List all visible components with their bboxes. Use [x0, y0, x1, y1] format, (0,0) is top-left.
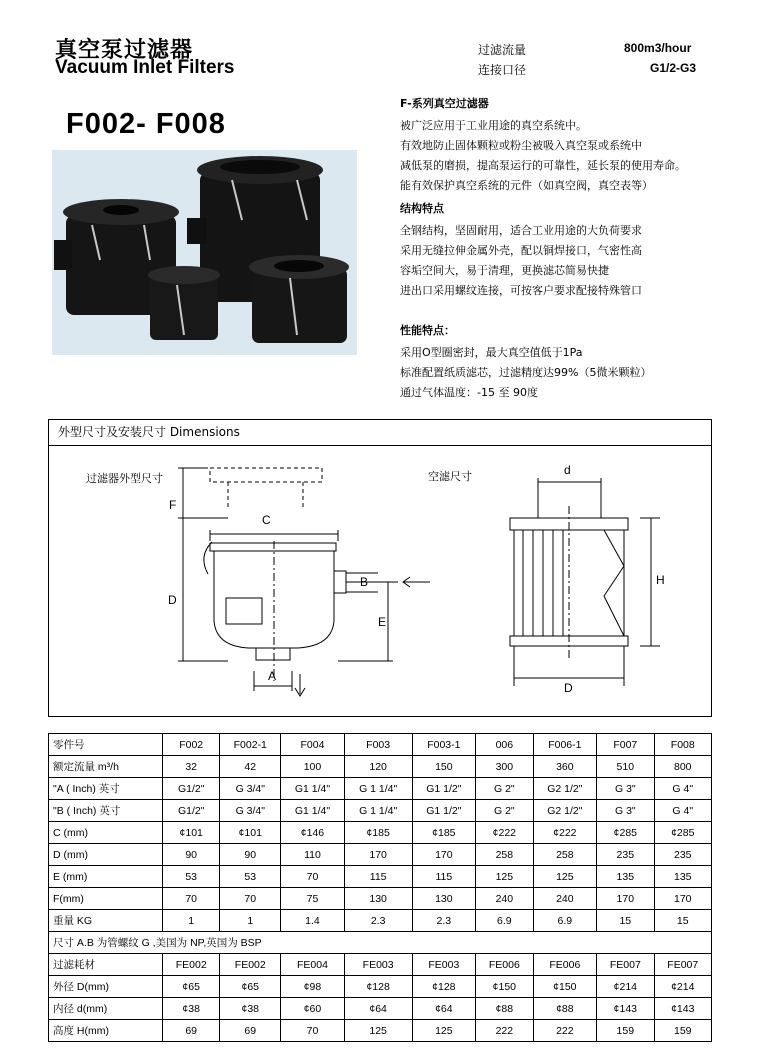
row-label: 重量 KG — [49, 910, 163, 932]
table-cell: ¢285 — [654, 822, 711, 844]
dimensions-heading: 外型尺寸及安装尺寸 Dimensions — [48, 419, 712, 446]
table-row — [49, 866, 712, 888]
table-cell: G1/2" — [163, 800, 220, 822]
table-cell: F006-1 — [533, 734, 597, 756]
table-cell: 135 — [654, 866, 711, 888]
table-row — [49, 822, 712, 844]
table-cell: G 4" — [654, 800, 711, 822]
table-cell: 70 — [281, 1020, 345, 1042]
table-cell: G1 1/4" — [281, 800, 345, 822]
table-cell: F003 — [344, 734, 412, 756]
table-cell: 170 — [654, 888, 711, 910]
table-cell: 70 — [220, 888, 281, 910]
filter-canisters-image — [52, 150, 357, 355]
label-D: D — [168, 593, 177, 607]
table-cell: 70 — [281, 866, 345, 888]
table-cell: 130 — [344, 888, 412, 910]
table-cell: ¢185 — [344, 822, 412, 844]
row-label: C (mm) — [49, 822, 163, 844]
table-cell: ¢38 — [163, 998, 220, 1020]
row-label: F(mm) — [49, 888, 163, 910]
table-cell: 100 — [281, 756, 345, 778]
row-label: 零件号 — [49, 734, 163, 756]
table-cell: 110 — [281, 844, 345, 866]
performance-title: 性能特点： — [400, 324, 455, 337]
table-cell: G 2" — [476, 800, 533, 822]
table-cell: 240 — [533, 888, 597, 910]
table-cell: 115 — [412, 866, 476, 888]
table-cell: ¢150 — [476, 976, 533, 998]
table-cell: 150 — [412, 756, 476, 778]
performance-line: 采用O型圈密封，最大真空值低于1Pa — [400, 346, 583, 359]
table-cell: G 3" — [597, 778, 654, 800]
table-cell: 135 — [597, 866, 654, 888]
table-cell: 69 — [163, 1020, 220, 1042]
table-cell: 800 — [654, 756, 711, 778]
table-cell: 360 — [533, 756, 597, 778]
table-row — [49, 954, 712, 976]
row-label: 内径 d(mm) — [49, 998, 163, 1020]
row-label: 高度 H(mm) — [49, 1020, 163, 1042]
table-row — [49, 1020, 712, 1042]
row-label: 额定流量 m³/h — [49, 756, 163, 778]
structure-title: 结构特点 — [400, 202, 444, 215]
table-cell: 222 — [476, 1020, 533, 1042]
table-cell: ¢98 — [281, 976, 345, 998]
table-cell: F004 — [281, 734, 345, 756]
table-cell: 510 — [597, 756, 654, 778]
table-cell: 75 — [281, 888, 345, 910]
table-cell: ¢222 — [533, 822, 597, 844]
table-cell: ¢101 — [163, 822, 220, 844]
table-cell: 2.3 — [344, 910, 412, 932]
spec-label-port: 连接口径 — [478, 63, 527, 77]
table-cell: 125 — [476, 866, 533, 888]
table-cell: 125 — [533, 866, 597, 888]
table-cell: G1 1/4" — [281, 778, 345, 800]
table-cell: ¢128 — [412, 976, 476, 998]
table-cell: F007 — [597, 734, 654, 756]
table-cell: ¢64 — [412, 998, 476, 1020]
label-C: C — [262, 513, 271, 527]
table-row — [49, 778, 712, 800]
table-cell: G 1 1/4" — [344, 778, 412, 800]
row-label: 过滤耗材 — [49, 954, 163, 976]
table-cell: 235 — [597, 844, 654, 866]
table-cell: 159 — [654, 1020, 711, 1042]
element-outline-label: 空滤尺寸 — [428, 470, 472, 483]
table-cell: 130 — [412, 888, 476, 910]
table-cell: 1.4 — [281, 910, 345, 932]
table-row — [49, 998, 712, 1020]
table-cell: 1 — [220, 910, 281, 932]
table-cell: ¢222 — [476, 822, 533, 844]
table-cell: 6.9 — [533, 910, 597, 932]
table-cell: G 3" — [597, 800, 654, 822]
table-cell: G 2" — [476, 778, 533, 800]
table-cell: 006 — [476, 734, 533, 756]
structure-line: 全钢结构，坚固耐用，适合工业用途的大负荷要求 — [400, 224, 642, 237]
table-cell: FE003 — [344, 954, 412, 976]
table-cell: 170 — [412, 844, 476, 866]
table-cell: 70 — [163, 888, 220, 910]
table-cell: F008 — [654, 734, 711, 756]
row-label: D (mm) — [49, 844, 163, 866]
page-title-cn: 真空泵过滤器 — [55, 38, 194, 63]
table-cell: G 1 1/4" — [344, 800, 412, 822]
label-A: A — [268, 669, 277, 683]
table-row — [49, 844, 712, 866]
table-cell: G1 1/2" — [412, 778, 476, 800]
table-cell: 15 — [597, 910, 654, 932]
table-cell: 222 — [533, 1020, 597, 1042]
table-cell: 170 — [344, 844, 412, 866]
table-cell: G 3/4" — [220, 778, 281, 800]
performance-line: 标准配置纸质滤芯，过滤精度达99%（5微米颗粒） — [400, 366, 652, 379]
table-row — [49, 800, 712, 822]
table-cell: G2 1/2" — [533, 800, 597, 822]
table-cell: 120 — [344, 756, 412, 778]
label-B: B — [360, 575, 369, 589]
table-cell: 235 — [654, 844, 711, 866]
model-range: F002- F008 — [66, 108, 226, 140]
table-cell: FE003 — [412, 954, 476, 976]
spec-table — [48, 733, 712, 1042]
table-cell: ¢185 — [412, 822, 476, 844]
table-cell: G2 1/2" — [533, 778, 597, 800]
table-row — [49, 976, 712, 998]
structure-line: 容垢空间大，易于清理，更换滤芯简易快捷 — [400, 264, 609, 277]
table-cell: 15 — [654, 910, 711, 932]
spec-value-flow: 800m3/hour — [624, 41, 692, 55]
table-cell: FE002 — [163, 954, 220, 976]
page-title-en: Vacuum Inlet Filters — [55, 57, 235, 78]
table-note: 尺寸 A.B 为管螺纹 G ,美国为 NP,英国为 BSP — [49, 932, 712, 954]
structure-line: 采用无缝拉伸金属外壳，配以铜焊接口，气密性高 — [400, 244, 642, 257]
table-cell: 69 — [220, 1020, 281, 1042]
table-cell: 125 — [412, 1020, 476, 1042]
table-cell: ¢143 — [597, 998, 654, 1020]
table-cell: FE002 — [220, 954, 281, 976]
table-cell: 53 — [163, 866, 220, 888]
table-row — [49, 756, 712, 778]
product-photo — [52, 150, 357, 355]
table-cell: ¢65 — [220, 976, 281, 998]
table-cell: ¢88 — [533, 998, 597, 1020]
table-cell: G1 1/2" — [412, 800, 476, 822]
table-note-row — [49, 932, 712, 954]
label-D-element: D — [564, 681, 573, 695]
table-cell: FE004 — [281, 954, 345, 976]
table-cell: ¢64 — [344, 998, 412, 1020]
table-cell: 170 — [597, 888, 654, 910]
series-title: F-系列真空过滤器 — [400, 97, 489, 110]
table-cell: ¢285 — [597, 822, 654, 844]
table-cell: F003-1 — [412, 734, 476, 756]
table-cell: 240 — [476, 888, 533, 910]
table-cell: ¢214 — [597, 976, 654, 998]
label-d: d — [564, 463, 571, 477]
table-cell: FE007 — [654, 954, 711, 976]
table-cell: 125 — [344, 1020, 412, 1042]
table-cell: ¢150 — [533, 976, 597, 998]
table-cell: G1/2" — [163, 778, 220, 800]
table-cell: 258 — [533, 844, 597, 866]
dimension-drawing — [48, 446, 712, 716]
table-cell: G 3/4" — [220, 800, 281, 822]
table-cell: ¢88 — [476, 998, 533, 1020]
intro-line: 能有效保护真空系统的元件（如真空阀，真空表等） — [400, 179, 653, 192]
table-cell: 2.3 — [412, 910, 476, 932]
table-cell: 42 — [220, 756, 281, 778]
table-cell: 90 — [163, 844, 220, 866]
intro-line: 有效地防止固体颗粒或粉尘被吸入真空泵或系统中 — [400, 139, 642, 152]
table-cell: F002-1 — [220, 734, 281, 756]
table-cell: ¢60 — [281, 998, 345, 1020]
table-cell: 258 — [476, 844, 533, 866]
table-cell: 53 — [220, 866, 281, 888]
table-cell: 159 — [597, 1020, 654, 1042]
row-label: "B ( Inch) 英寸 — [49, 800, 163, 822]
table-cell: ¢128 — [344, 976, 412, 998]
table-cell: 6.9 — [476, 910, 533, 932]
table-cell: G 4" — [654, 778, 711, 800]
table-cell: 32 — [163, 756, 220, 778]
row-label: "A ( Inch) 英寸 — [49, 778, 163, 800]
table-row — [49, 910, 712, 932]
filter-outline-label: 过滤器外型尺寸 — [86, 472, 163, 485]
performance-line: 通过气体温度：-15 至 90度 — [400, 386, 538, 399]
spec-value-port: G1/2-G3 — [650, 61, 697, 75]
intro-line: 被广泛应用于工业用途的真空系统中。 — [400, 119, 587, 132]
table-cell: 90 — [220, 844, 281, 866]
spec-label-flow: 过滤流量 — [478, 43, 527, 57]
label-E: E — [378, 615, 387, 629]
table-cell: 115 — [344, 866, 412, 888]
table-cell: ¢143 — [654, 998, 711, 1020]
row-label: E (mm) — [49, 866, 163, 888]
label-F: F — [169, 498, 177, 512]
table-cell: ¢146 — [281, 822, 345, 844]
table-cell: ¢214 — [654, 976, 711, 998]
table-cell: FE006 — [476, 954, 533, 976]
table-cell: 1 — [163, 910, 220, 932]
table-cell: F002 — [163, 734, 220, 756]
label-H: H — [656, 573, 665, 587]
row-label: 外径 D(mm) — [49, 976, 163, 998]
table-cell: FE007 — [597, 954, 654, 976]
intro-line: 减低泵的磨损，提高泵运行的可靠性，延长泵的使用寿命。 — [400, 159, 686, 172]
table-row — [49, 888, 712, 910]
table-cell: 300 — [476, 756, 533, 778]
table-cell: ¢65 — [163, 976, 220, 998]
table-cell: ¢38 — [220, 998, 281, 1020]
table-cell: ¢101 — [220, 822, 281, 844]
table-cell: FE006 — [533, 954, 597, 976]
table-row — [49, 734, 712, 756]
structure-line: 进出口采用螺纹连接，可按客户要求配接特殊管口 — [400, 284, 642, 297]
